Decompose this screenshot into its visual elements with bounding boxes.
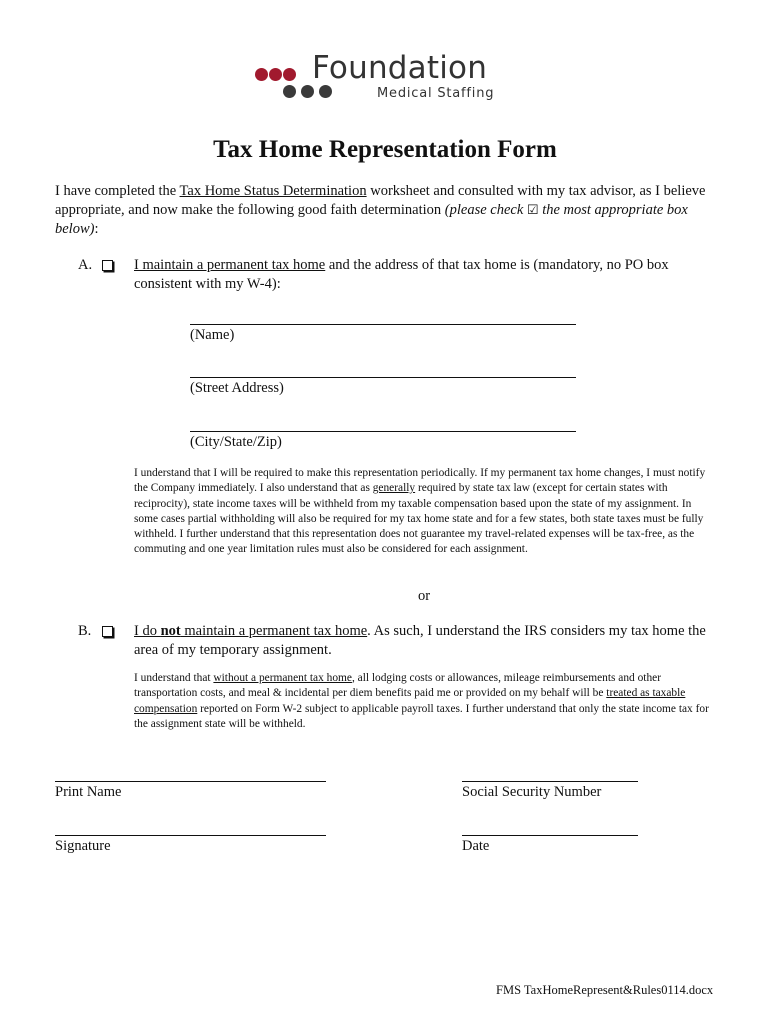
option-a-checkbox[interactable]	[102, 260, 113, 271]
option-a-note-text: required by state tax law (except for certain states with reciprocity), state income taxes will be withheld from my taxable compensation based upon the state of my assignment. In some cases partial withholding will also be required for my tax home state and for a few states, both state taxes must be fully withheld. I further understand that this representation does not guarantee my travel-related expenses will be tax-free, as the commuting and one year limitation rules must also be considered for each assignment.	[134, 482, 704, 556]
option-b-note-text: , all lodging costs or allowances, mileage reimbursements and other transportation costs, and meal & incidental per diem benefits paid me or provided on my behalf will be	[134, 672, 661, 700]
logo-dot-icon	[269, 68, 282, 81]
name-label: (Name)	[190, 327, 235, 343]
logo-dot-icon	[255, 68, 268, 81]
signature-label: Signature	[55, 838, 111, 854]
signature-line[interactable]	[55, 835, 326, 836]
option-b-underlined: I do	[134, 623, 161, 639]
street-address-line[interactable]	[190, 377, 576, 378]
page-title: Tax Home Representation Form	[213, 136, 557, 163]
print-name-label: Print Name	[55, 784, 122, 800]
option-b-rest: . As such, I understand the IRS considers my tax home the area of my temporary assignment.	[134, 623, 706, 658]
option-b-note	[134, 671, 718, 732]
option-a-rest: and the address of that tax home is (mandatory, no PO box consistent with my W-4):	[134, 257, 669, 292]
city-state-zip-line[interactable]	[190, 431, 576, 432]
option-b-note-text: reported on Form W-2 subject to applicable payroll taxes. I further understand that only the state income tax for the assignment state will be withheld.	[134, 702, 709, 730]
option-a-note	[134, 466, 718, 558]
intro-paragraph	[55, 182, 715, 239]
option-b-note-text: I understand that	[134, 672, 214, 684]
name-line[interactable]	[190, 324, 576, 325]
intro-instruction: (please check	[444, 202, 527, 218]
intro-instruction: the most appropriate box below)	[55, 202, 688, 237]
logo-dot-icon	[283, 85, 296, 98]
logo-dot-icon	[301, 85, 314, 98]
option-a-note-text: I understand that I will be required to make this representation periodically. If my permanent tax home changes, I must notify the Company immediately. I also understand that as	[134, 467, 706, 495]
option-a-note-emphasis: generally	[372, 482, 416, 495]
intro-worksheet-name: Tax Home Status Determination	[179, 183, 367, 199]
option-b-letter: B.	[78, 623, 92, 639]
ssn-line[interactable]	[462, 781, 638, 782]
city-state-zip-label: (City/State/Zip)	[190, 434, 282, 450]
logo-dot-icon	[283, 68, 296, 81]
checked-box-icon: ☑	[526, 203, 539, 218]
option-b-note-emphasis: treated as taxable compensation	[134, 687, 686, 715]
or-separator: or	[418, 588, 431, 604]
street-address-label: (Street Address)	[190, 380, 284, 396]
ssn-label: Social Security Number	[462, 784, 602, 800]
intro-text: :	[94, 221, 99, 237]
option-b-note-emphasis: without a permanent tax home	[213, 672, 352, 684]
logo-dot-icon	[319, 85, 332, 98]
option-b-checkbox[interactable]	[102, 626, 113, 637]
option-a-letter: A.	[78, 257, 93, 273]
option-a-statement	[134, 256, 724, 294]
option-b-statement	[134, 622, 724, 660]
logo-brand-name: Foundation	[312, 50, 488, 86]
option-b-underlined: maintain a permanent tax home	[180, 623, 368, 639]
intro-text: I have completed the	[55, 183, 180, 199]
option-b-bold: not	[160, 623, 181, 639]
date-line[interactable]	[462, 835, 638, 836]
print-name-line[interactable]	[55, 781, 326, 782]
footer-filename: FMS TaxHomeRepresent&Rules0114.docx	[496, 983, 714, 997]
date-label: Date	[462, 838, 490, 854]
company-logo	[255, 52, 525, 104]
option-a-underlined: I maintain a permanent tax home	[134, 257, 326, 273]
logo-brand-subtitle: Medical Staffing	[377, 86, 495, 101]
intro-text: worksheet and consulted with my tax advisor, as I believe appropriate, and now make the following good faith determination	[55, 183, 706, 218]
